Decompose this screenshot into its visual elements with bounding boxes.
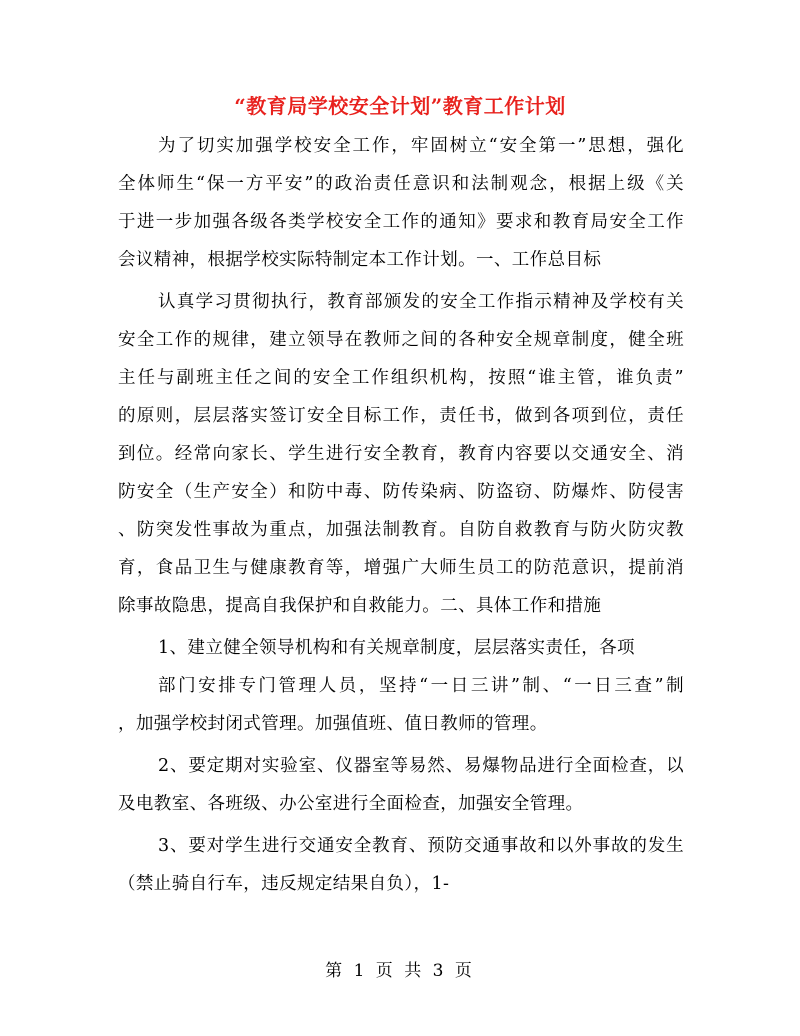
text-line: 于进一步加强各级各类学校安全工作的通知》要求和教育局安全工作 — [118, 212, 684, 232]
text-line: 到位。经常向家长、学生进行安全教育，教育内容要以交通安全、消 — [118, 444, 684, 464]
text-line: 会议精神，根据学校实际特制定本工作计划。一、工作总目标 — [118, 250, 602, 270]
page-number-footer: 第 1 页 共 3 页 — [325, 961, 475, 981]
document-title: “教育局学校安全计划”教育工作计划 — [234, 94, 566, 118]
text-line: 2、要定期对实验室、仪器室等易然、易爆物品进行全面检查，以 — [158, 756, 684, 776]
text-line: 及电教室、各班级、办公室进行全面检查，加强安全管理。 — [118, 794, 584, 814]
text-line: 防安全（生产安全）和防中毒、防传染病、防盗窃、防爆炸、防侵害 — [118, 482, 684, 502]
text-line: ，加强学校封闭式管理。加强值班、值日教师的管理。 — [118, 714, 548, 734]
text-line: 部门安排专门管理人员，坚持“一日三讲”制、“一日三查”制 — [158, 676, 684, 696]
text-line: 的原则，层层落实签订安全目标工作，责任书，做到各项到位，责任 — [118, 406, 684, 426]
text-line: 育，食品卫生与健康教育等，增强广大师生员工的防范意识，提前消 — [118, 558, 684, 578]
text-line: 为了切实加强学校安全工作，牢固树立“安全第一”思想，强化 — [158, 136, 684, 156]
text-line: 、防突发性事故为重点，加强法制教育。自防自救教育与防火防灾教 — [118, 520, 684, 540]
text-line: 3、要对学生进行交通安全教育、预防交通事故和以外事故的发生 — [158, 836, 684, 856]
text-line: 主任与副班主任之间的安全工作组织机构，按照“谁主管，谁负责” — [118, 368, 684, 388]
text-line: 安全工作的规律，建立领导在教师之间的各种安全规章制度，健全班 — [118, 330, 684, 350]
text-line: 认真学习贯彻执行，教育部颁发的安全工作指示精神及学校有关 — [158, 292, 684, 312]
text-line: 除事故隐患，提高自我保护和自救能力。二、具体工作和措施 — [118, 596, 602, 616]
text-line: 全体师生“保一方平安”的政治责任意识和法制观念，根据上级《关 — [118, 174, 684, 194]
text-line: （禁止骑自行车，违反规定结果自负），1- — [118, 874, 450, 894]
text-line: 1、建立健全领导机构和有关规章制度，层层落实责任，各项 — [158, 638, 635, 658]
